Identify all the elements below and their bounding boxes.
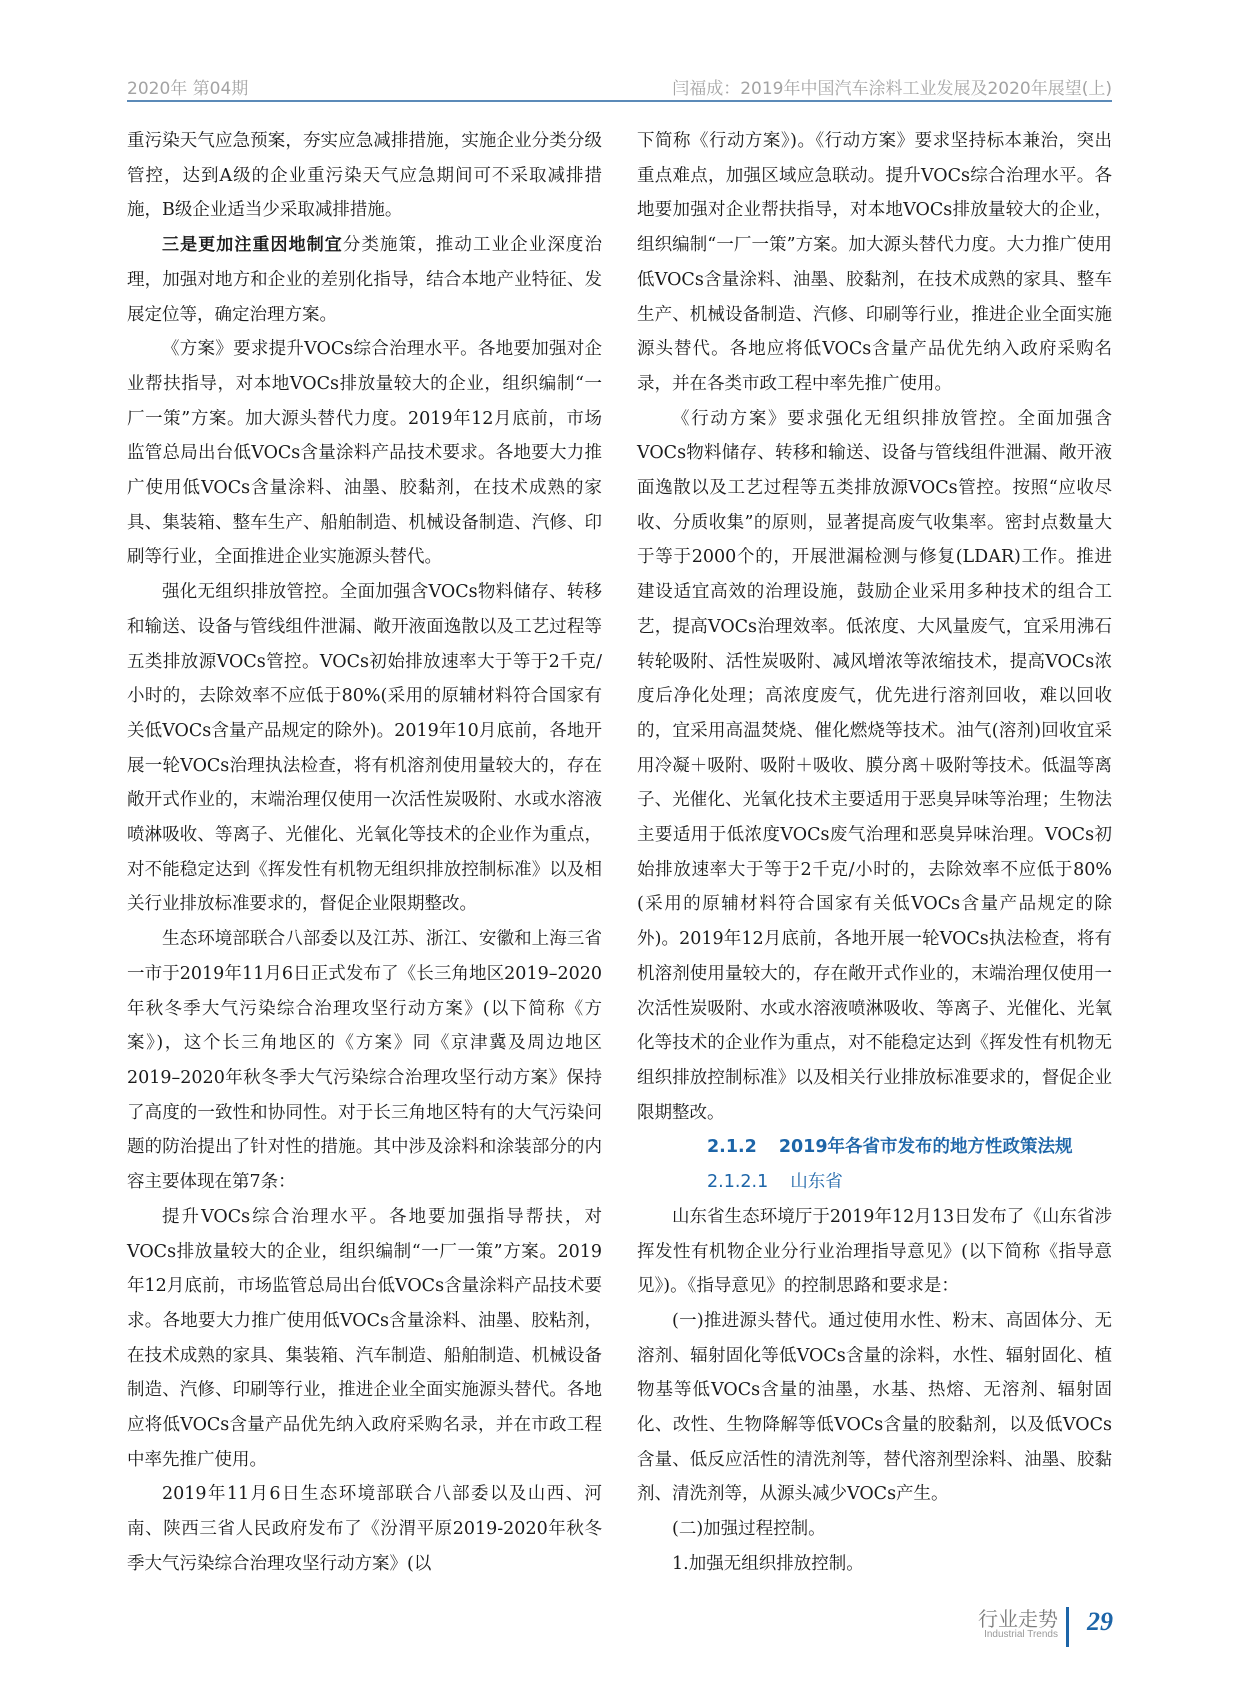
subsection-title: 山东省	[790, 1172, 843, 1193]
article-title: 闫福成：2019年中国汽车涂料工业发展及2020年展望(上)	[672, 79, 1112, 99]
journal-issue: 2020年 第04期	[127, 79, 249, 99]
page-number: 29	[1087, 1607, 1113, 1636]
footer-divider	[1066, 1607, 1069, 1647]
section-label: 行业走势	[978, 1607, 1058, 1631]
paragraph: 下简称《行动方案》)。《行动方案》要求坚持标本兼治，突出重点难点，加强区域应急联动。提升VOCs综合治理水平。各地要加强对企业帮扶指导，对本地VOCs排放量较大的企业，组织编制“一厂一策”方案。加大源头替代力度。大力推广使用低VOCs含量涂料、油墨、胶黏剂，在技术成熟的家具、整车生产、机械设备制造、汽修、印刷等行业，推进企业全面实施源头替代。各地应将低VOCs含量产品优先纳入政府采购名录，并在各类市政工程中率先推广使用。	[637, 131, 1112, 394]
paragraph: 生态环境部联合八部委以及江苏、浙江、安徽和上海三省一市于2019年11月6日正式发布了《长三角地区2019–2020年秋冬季大气污染综合治理攻坚行动方案》(以下简称《方案》)，这个长三角地区的《方案》同《京津冀及周边地区2019–2020年秋冬季大气污染综合治理攻坚行动方案》保持了高度的一致性和协同性。对于长三角地区特有的大气污染问题的防治提出了针对性的措施。其中涉及涂料和涂装部分的内容主要体现在第7条：	[127, 929, 602, 1193]
paragraph: 《方案》要求提升VOCs综合治理水平。各地要加强对企业帮扶指导，对本地VOCs排放量较大的企业，组织编制“一厂一策”方案。加大源头替代力度。2019年12月底前，市场监管总局出台低VOCs含量涂料产品技术要求。各地要大力推广使用低VOCs含量涂料、油墨、胶黏剂，在技术成熟的家具、集装箱、整车生产、船舶制造、机械设备制造、汽修、印刷等行业，全面推进企业实施源头替代。	[127, 339, 602, 568]
section-title: 2019年各省市发布的地方性政策法规	[778, 1137, 1073, 1158]
paragraph: 山东省生态环境厅于2019年12月13日发布了《山东省涉挥发性有机物企业分行业治理指导意见》(以下简称《指导意见》)。《指导意见》的控制思路和要求是：	[637, 1206, 1112, 1297]
paragraph-text: 分类施策，推动工业企业深度治理，加强对地方和企业的差别化指导，结合本地产业特征、发展定位等，确定治理方案。	[127, 235, 603, 325]
paragraph: 提升VOCs综合治理水平。各地要加强指导帮扶，对VOCs排放量较大的企业，组织编制“一厂一策”方案。2019年12月底前，市场监管总局出台低VOCs含量涂料产品技术要求。各地要大力推广使用低VOCs含量涂料、油墨、胶粘剂，在技术成熟的家具、集装箱、汽车制造、船舶制造、机械设备制造、汽修、印刷等行业，推进企业全面实施源头替代。各地应将低VOCs含量产品优先纳入政府采购名录，并在市政工程中率先推广使用。	[127, 1206, 602, 1470]
section-label-en: Industrial Trends	[984, 1629, 1058, 1640]
paragraph: 《行动方案》要求强化无组织排放管控。全面加强含VOCs物料储存、转移和输送、设备与管线组件泄漏、敞开液面逸散以及工艺过程等五类排放源VOCs管控。按照“应收尽收、分质收集”的原则，显著提高废气收集率。密封点数量大于等于2000个的，开展泄漏检测与修复(LDAR)工作。推进建设适宜高效的治理设施，鼓励企业采用多种技术的组合工艺，提高VOCs治理效率。低浓度、大风量废气，宜采用沸石转轮吸附、活性炭吸附、减风增浓等浓缩技术，提高VOCs浓度后净化处理；高浓度废气，优先进行溶剂回收，难以回收的，宜采用高温焚烧、催化燃烧等技术。油气(溶剂)回收宜采用冷凝＋吸附、吸附＋吸收、膜分离＋吸附等技术。低温等离子、光催化、光氧化技术主要适用于恶臭异味等治理；生物法主要适用于低浓度VOCs废气治理和恶臭异味治理。VOCs初始排放速率大于等于2千克/小时的，去除效率不应低于80%(采用的原辅材料符合国家有关低VOCs含量产品规定的除外)。2019年12月底前，各地开展一轮VOCs执法检查，将有机溶剂使用量较大的，存在敞开式作业的，末端治理仅使用一次活性炭吸附、水或水溶液喷淋吸收、等离子、光催化、光氧化等技术的企业作为重点，对不能稳定达到《挥发性有机物无组织排放控制标准》以及相关行业排放标准要求的，督促企业限期整改。	[637, 408, 1112, 1123]
subsection-number: 2.1.2.1	[707, 1172, 769, 1193]
right-column	[637, 124, 1112, 1582]
left-column	[127, 124, 602, 1582]
header-rule	[127, 100, 1112, 102]
section-heading	[637, 1130, 1112, 1165]
paragraph	[127, 228, 602, 332]
page-footer	[893, 1603, 1113, 1651]
paragraph: (一)推进源头替代。通过使用水性、粉末、高固体分、无溶剂、辐射固化等低VOCs含量的涂料，水性、辐射固化、植物基等低VOCs含量的油墨，水基、热熔、无溶剂、辐射固化、改性、生物降解等低VOCs含量的胶黏剂，以及低VOCs含量、低反应活性的清洗剂等，替代溶剂型涂料、油墨、胶黏剂、清洗剂等，从源头减少VOCs产生。	[637, 1310, 1112, 1505]
paragraph: 强化无组织排放管控。全面加强含VOCs物料储存、转移和输送、设备与管线组件泄漏、敞开液面逸散以及工艺过程等五类排放源VOCs管控。VOCs初始排放速率大于等于2千克/小时的，去除效率不应低于80%(采用的原辅材料符合国家有关低VOCs含量产品规定的除外)。2019年10月底前，各地开展一轮VOCs治理执法检查，将有机溶剂使用量较大的，存在敞开式作业的，末端治理仅使用一次活性炭吸附、水或水溶液喷淋吸收、等离子、光催化、光氧化等技术的企业作为重点，对不能稳定达到《挥发性有机物无组织排放控制标准》以及相关行业排放标准要求的，督促企业限期整改。	[127, 582, 602, 915]
running-header	[127, 72, 1112, 102]
emphasis-text: 三是更加注重因地制宜	[162, 235, 343, 256]
paragraph: 2019年11月6日生态环境部联合八部委以及山西、河南、陕西三省人民政府发布了《汾渭平原2019-2020年秋冬季大气污染综合治理攻坚行动方案》(以	[127, 1484, 602, 1574]
section-number: 2.1.2	[707, 1137, 757, 1158]
paragraph: (二)加强过程控制。	[672, 1519, 826, 1540]
paragraph: 重污染天气应急预案，夯实应急减排措施，实施企业分类分级管控，达到A级的企业重污染天气应急期间可不采取减排措施，B级企业适当少采取减排措施。	[127, 131, 602, 221]
paragraph: 1.加强无组织排放控制。	[672, 1553, 864, 1574]
subsection-heading	[637, 1165, 1112, 1200]
